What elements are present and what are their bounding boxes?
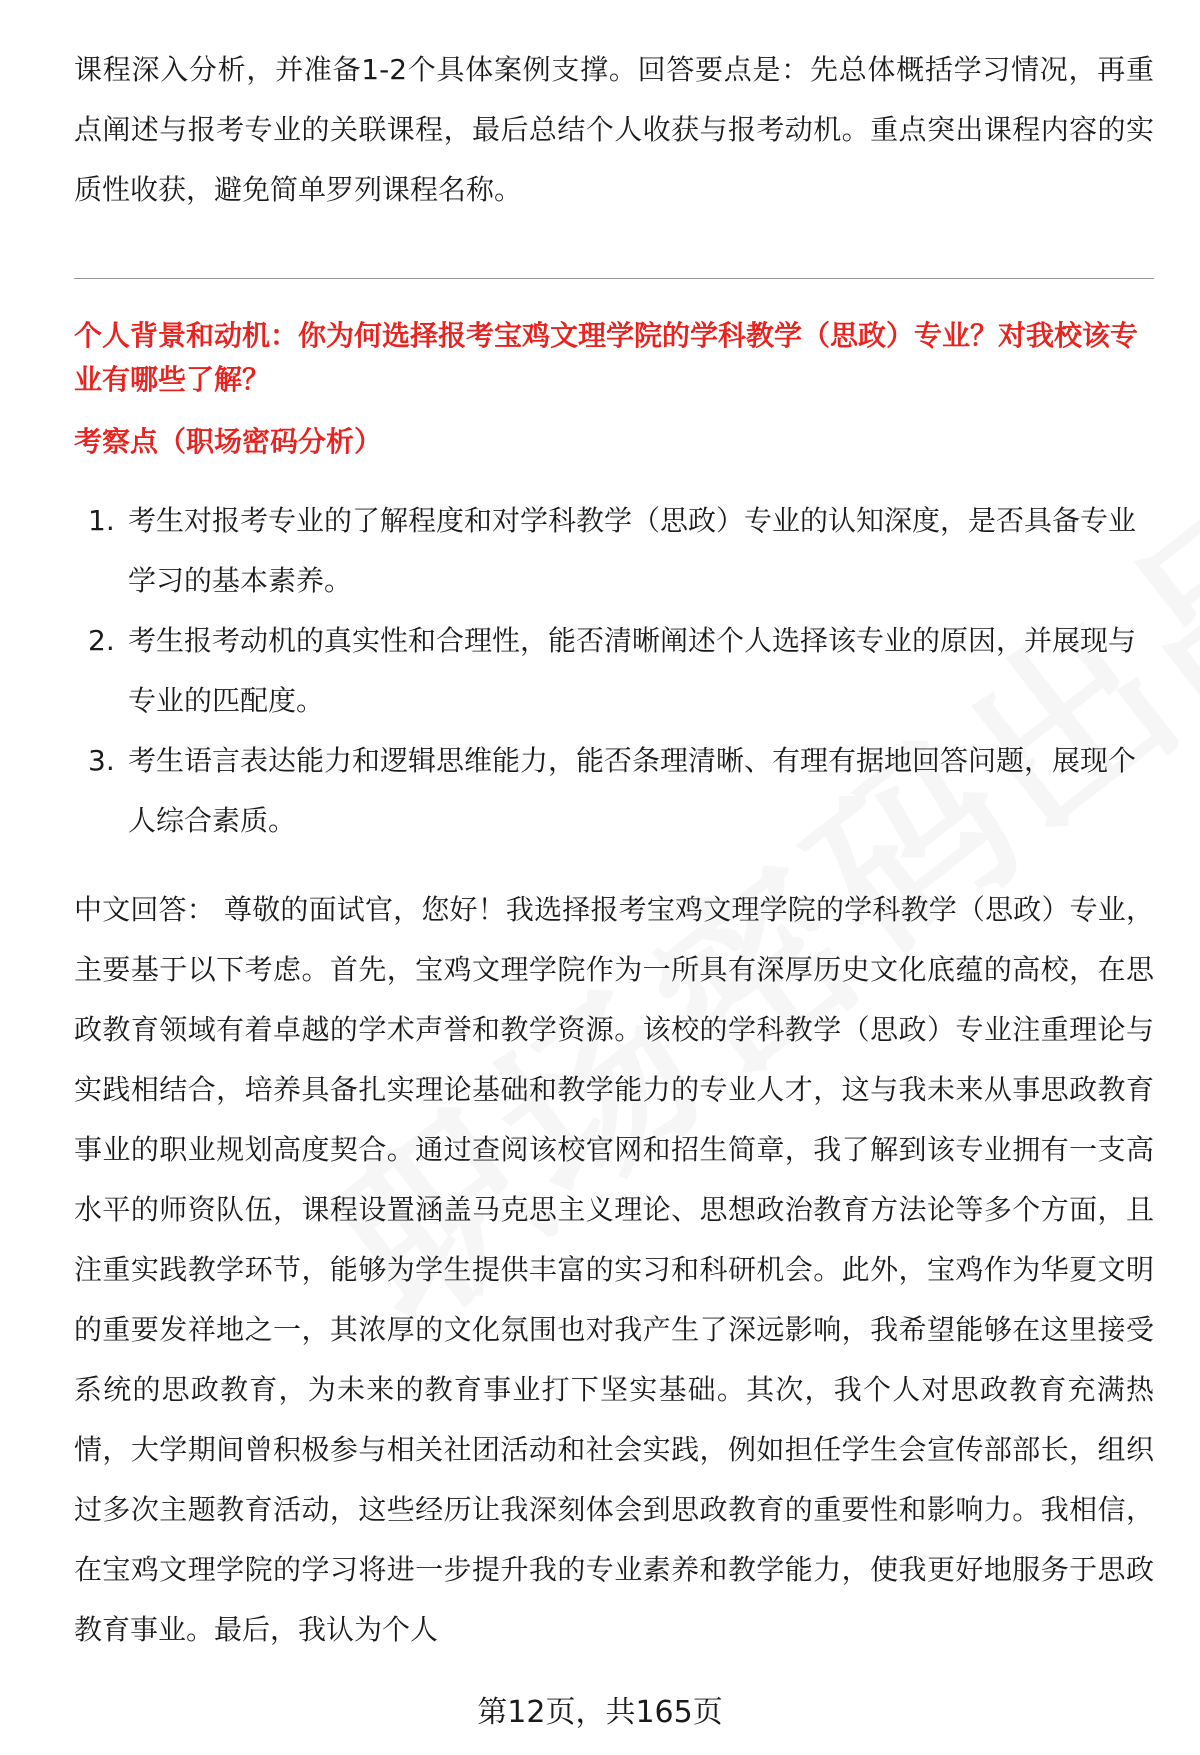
answer-paragraph: 中文回答： 尊敬的面试官，您好！我选择报考宝鸡文理学院的学科教学（思政）专业，主要基于以下考虑。首先，宝鸡文理学院作为一所具有深厚历史文化底蕴的高校，在思政教育领域有着卓越的学术声誉和教学资源。该校的学科教学（思政）专业注重理论与实践相结合，培养具备扎实理论基础和教学能力的专业人才，这与我未来从事思政教育事业的职业规划高度契合。通过查阅该校官网和招生简章，我了解到该专业拥有一支高水平的师资队伍，课程设置涵盖马克思主义理论、思想政治教育方法论等多个方面，且注重实践教学环节，能够为学生提供丰富的实习和科研机会。此外，宝鸡作为华夏文明的重要发祥地之一，其浓厚的文化氛围也对我产生了深远影响，我希望能够在这里接受系统的思政教育，为未来的教育事业打下坚实基础。其次，我个人对思政教育充满热情，大学期间曾积极参与相关社团活动和社会实践，例如担任学生会宣传部部长，组织过多次主题教育活动，这些经历让我深刻体会到思政教育的重要性和影响力。我相信，在宝鸡文理学院的学习将进一步提升我的专业素养和教学能力，使我更好地服务于思政教育事业。最后，我认为个人 (74, 893, 1154, 1646)
list-item (74, 491, 1154, 611)
list-item-text: 考生语言表达能力和逻辑思维能力，能否条理清晰、有理有据地回答问题，展现个人综合素质。 (128, 744, 1137, 837)
section-divider (74, 278, 1154, 279)
list-item-text: 考生报考动机的真实性和合理性，能否清晰阐述个人选择该专业的原因，并展现与专业的匹配度。 (128, 624, 1137, 717)
assessment-list (74, 491, 1154, 851)
list-number: 2. (88, 624, 115, 657)
list-number: 1. (88, 504, 115, 537)
assessment-heading: 考察点（职场密码分析） (74, 425, 383, 458)
list-item (74, 611, 1154, 731)
question-heading: 个人背景和动机：你为何选择报考宝鸡文理学院的学科教学（思政）专业？对我校该专业有哪些了解？ (74, 319, 1139, 396)
list-item (74, 731, 1154, 851)
list-number: 3. (88, 744, 115, 777)
list-item-text: 考生对报考专业的了解程度和对学科教学（思政）专业的认知深度，是否具备专业学习的基本素养。 (128, 504, 1137, 597)
intro-paragraph: 课程深入分析，并准备1-2个具体案例支撑。回答要点是：先总体概括学习情况，再重点阐述与报考专业的关联课程，最后总结个人收获与报考动机。重点突出课程内容的实质性收获，避免简单罗列课程名称。 (74, 53, 1154, 206)
page-footer: 第12页，共165页 (477, 1695, 723, 1730)
